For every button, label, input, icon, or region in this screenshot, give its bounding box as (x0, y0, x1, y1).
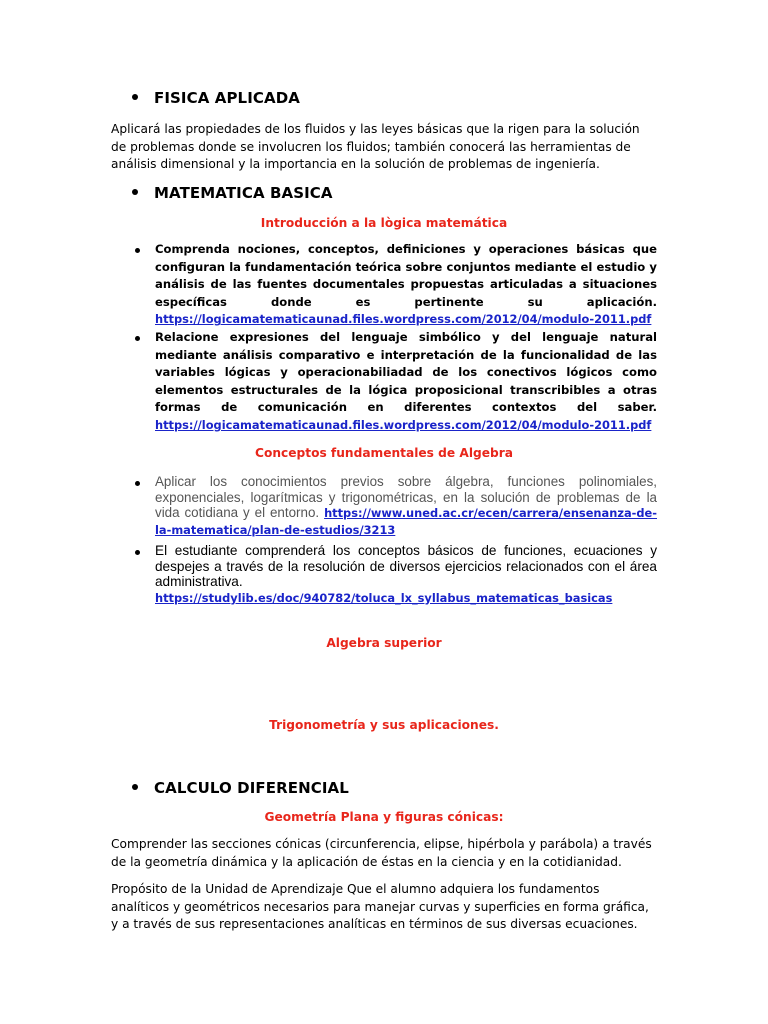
section-heading-fisica: FISICA APLICADA (132, 89, 300, 107)
bullet-icon (132, 784, 138, 790)
bullet-icon (132, 189, 138, 195)
list-item: Comprenda nociones, conceptos, definiciones y operaciones básicas que configuran la fundamentación teórica sobre conjuntos mediante el estudio y análisis de las fuentes documentales propuestas articuladas a situaciones específicas donde es pertinente su aplicación. https://logicamatematicaunad.files.wordpress.com/2012/04/modulo-2011.pdf (133, 241, 657, 329)
calculo-paragraph-1: Comprender las secciones cónicas (circunferencia, elipse, hipérbola y parábola) a través de la geometría dinámica y la aplicación de éstas en la ciencia y en la cotidianidad. (111, 837, 652, 869)
subheading-algebra-fundamentals: Conceptos fundamentales de Algebra (255, 446, 513, 460)
bullet-icon (132, 94, 138, 100)
logica-objectives-list (133, 241, 657, 435)
list-item: El estudiante comprenderá los conceptos básicos de funciones, ecuaciones y despejes a través de la resolución de diversos ejercicios relacionados con el área administrativa. https://studylib.es/doc/940782/toluca_lx_syllabus_matematicas_basicas (133, 543, 657, 606)
list-item: Aplicar los conocimientos previos sobre álgebra, funciones polinomiales, exponenciales, logarítmicas y trigonométricas, en la solución de problemas de la vida cotidiana y el entorno. https://www.uned.ac.cr/ecen/carrera/ensenanza-de-la-matematica/plan-de-estudios/3213 (133, 474, 657, 538)
algebra-objectives-list-2 (133, 543, 657, 606)
subheading-trigonometria: Trigonometría y sus aplicaciones. (269, 718, 499, 732)
subheading-algebra-superior: Algebra superior (326, 636, 442, 650)
algebra-objectives-list (133, 474, 657, 538)
calculo-paragraph-2: Propósito de la Unidad de Aprendizaje Que el alumno adquiera los fundamentos analíticos y geométricos necesarios para manejar curvas y superficies en forma gráfica, y a través de sus representaciones analíticas en términos de sus diversas ecuaciones. (111, 882, 649, 931)
subheading-logica: Introducción a la lògica matemática (260, 216, 508, 230)
fisica-description: Aplicará las propiedades de los fluidos y las leyes básicas que la rigen para la solución de problemas donde se involucren los fluidos; también conocerá las herramientas de análisis dimensional y la importancia en la solución de problemas de ingeniería. (111, 122, 640, 171)
section-heading-matematica: MATEMATICA BASICA (132, 184, 333, 202)
uned-plan-link[interactable]: https://www.uned.ac.cr/ecen/carrera/ensenanza-de-la-matematica/plan-de-estudios/3213 (155, 506, 657, 537)
modulo-pdf-link[interactable]: https://logicamatematicaunad.files.wordpress.com/2012/04/modulo-2011.pdf (155, 312, 652, 327)
section-heading-calculo: CALCULO DIFERENCIAL (132, 779, 349, 797)
list-item: Relacione expresiones del lenguaje simbólico y del lenguaje natural mediante análisis comparativo e interpretación de la funcionalidad de las variables lógicas y operacionabiliadad de los conectivos lógicos como elementos estructurales de la lógica proposicional transcribibles a otras formas de comunicación en diferentes contextos del saber. https://logicamatematicaunad.files.wordpress.com/2012/04/modulo-2011.pdf (133, 329, 657, 435)
modulo-pdf-link[interactable]: https://logicamatematicaunad.files.wordpress.com/2012/04/modulo-2011.pdf (155, 417, 652, 432)
studylib-syllabus-link[interactable]: https://studylib.es/doc/940782/toluca_lx_syllabus_matematicas_basicas (155, 590, 613, 605)
subheading-geometria: Geometría Plana y figuras cónicas: (264, 810, 504, 824)
